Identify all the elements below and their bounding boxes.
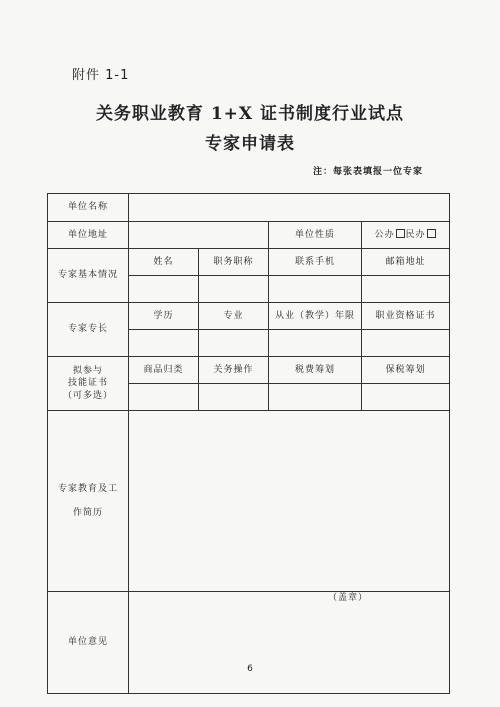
- title-field[interactable]: [199, 276, 269, 303]
- basic-info-header: 职务职称: [199, 249, 269, 276]
- education-history-label: [48, 411, 129, 592]
- form-title-line1: 关务职业教育 1+X 证书制度行业试点: [95, 104, 405, 124]
- specialty-header: 从业（教学）年限: [269, 303, 362, 330]
- unit-opinion-label: 单位意见: [48, 592, 129, 694]
- specialty-label: 专家专长: [48, 303, 129, 357]
- unit-opinion-field[interactable]: [129, 592, 450, 694]
- education-label-line: 专家教育及工: [57, 483, 118, 494]
- mobile-field[interactable]: [269, 276, 362, 303]
- cert-option: 商品归类: [129, 357, 199, 384]
- unit-name-label: 单位名称: [48, 194, 129, 222]
- application-form-table: [47, 193, 450, 694]
- cert-choice-field[interactable]: [362, 384, 450, 411]
- certificate-label-line: 拟参与: [72, 366, 103, 377]
- page-number: 6: [247, 664, 253, 674]
- cert-option: 税费筹划: [269, 357, 362, 384]
- unit-name-field[interactable]: [129, 194, 450, 222]
- form-title-line2: 专家申请表: [205, 134, 295, 154]
- cert-option: 关务操作: [199, 357, 269, 384]
- certificate-label: [48, 357, 129, 411]
- education-label-line: 作简历: [72, 508, 103, 518]
- name-field[interactable]: [129, 276, 199, 303]
- major-field[interactable]: [199, 330, 269, 357]
- unit-nature-label: 单位性质: [269, 222, 362, 249]
- unit-nature-public-label: 公办: [374, 229, 395, 240]
- basic-info-header: 联系手机: [269, 249, 362, 276]
- cert-choice-field[interactable]: [129, 384, 199, 411]
- certificate-label-line: 技能证书: [67, 378, 108, 389]
- unit-address-field[interactable]: [129, 222, 269, 249]
- certificate-label-line: （可多选）: [62, 390, 113, 401]
- unit-nature-options: [362, 222, 450, 249]
- specialty-header: 专业: [199, 303, 269, 330]
- basic-info-label: 专家基本情况: [48, 249, 129, 303]
- cert-choice-field[interactable]: [269, 384, 362, 411]
- form-note: 注：每张表填报一位专家: [313, 167, 424, 177]
- specialty-header: 学历: [129, 303, 199, 330]
- cert-option: 保税筹划: [362, 357, 450, 384]
- cert-choice-field[interactable]: [199, 384, 269, 411]
- private-checkbox[interactable]: [427, 229, 436, 238]
- attachment-label: 附件 1-1: [72, 68, 130, 83]
- basic-info-header: 邮箱地址: [362, 249, 450, 276]
- stamp-label: （盖章）: [328, 593, 369, 603]
- years-field[interactable]: [269, 330, 362, 357]
- basic-info-header: 姓名: [129, 249, 199, 276]
- email-field[interactable]: [362, 276, 450, 303]
- education-degree-field[interactable]: [129, 330, 199, 357]
- specialty-header: 职业资格证书: [362, 303, 450, 330]
- unit-address-label: 单位地址: [48, 222, 129, 249]
- unit-nature-private-label: 民办: [405, 229, 426, 240]
- education-history-field[interactable]: [129, 411, 450, 592]
- qualification-field[interactable]: [362, 330, 450, 357]
- public-checkbox[interactable]: [396, 229, 405, 238]
